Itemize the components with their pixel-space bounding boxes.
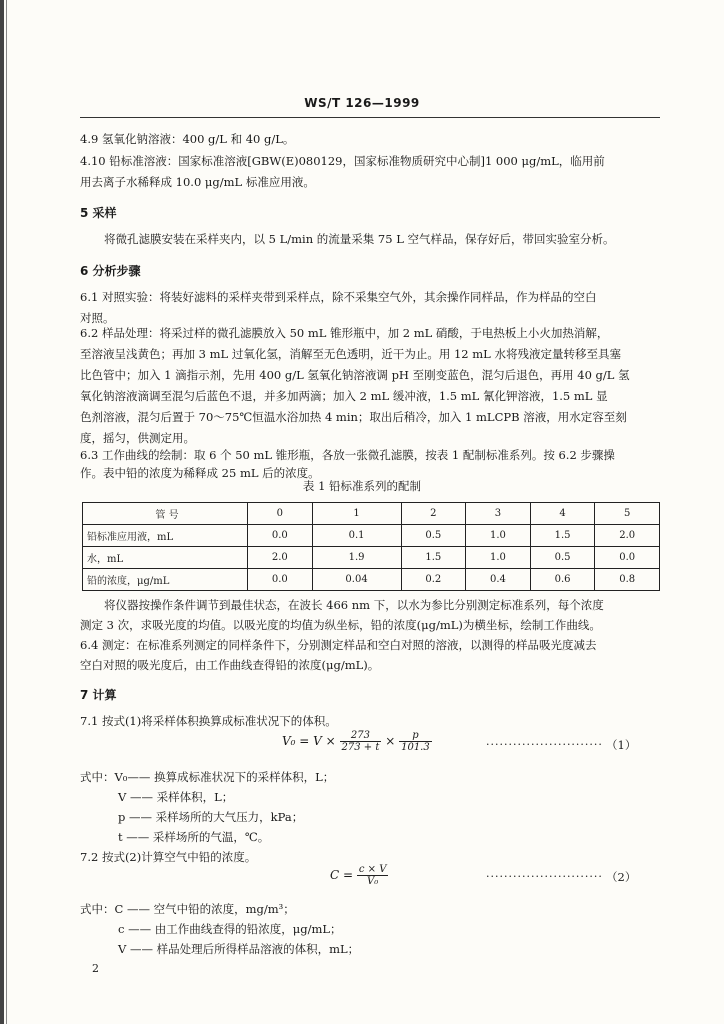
scan-edge-line bbox=[6, 0, 7, 1024]
clause-7-1: 7.1 按式(1)将采样体积换算成标准状况下的体积。 bbox=[80, 714, 337, 728]
table-col: 5 bbox=[595, 503, 660, 525]
clause-6-2-line5: 色剂溶液，混匀后置于 70～75℃恒温水浴加热 4 min；取出后稍冷，加入 1 mLCPB 溶液，用水定容至刻 bbox=[80, 410, 627, 424]
table-cell: 0.1 bbox=[312, 525, 401, 547]
clause-6-2-line1: 6.2 样品处理：将采过样的微孔滤膜放入 50 mL 锥形瓶中，加 2 mL 硝酸，于电热板上小火加热消解， bbox=[80, 326, 609, 340]
standard-number: WS/T 126—1999 bbox=[304, 96, 420, 110]
eq1-number: （1） bbox=[606, 738, 637, 752]
table-cell: 0.6 bbox=[530, 569, 595, 591]
table-row bbox=[83, 569, 660, 591]
table-col: 2 bbox=[401, 503, 466, 525]
table-cell: 0.2 bbox=[401, 569, 466, 591]
table-cell: 1.5 bbox=[401, 547, 466, 569]
clause-6-3-line1: 6.3 工作曲线的绘制：取 6 个 50 mL 锥形瓶，各放一张微孔滤膜，按表 1 配制标准系列。按 6.2 步骤操 bbox=[80, 448, 615, 462]
where1-line1: 式中：V₀—— 换算成标准状况下的采样体积，L； bbox=[80, 770, 335, 784]
table-cell: 0.8 bbox=[595, 569, 660, 591]
table-cell: 0.5 bbox=[530, 547, 595, 569]
clause-6-1-line2: 对照。 bbox=[80, 311, 115, 325]
table-cell: 0.0 bbox=[248, 525, 313, 547]
eq2-numerator: c × V bbox=[358, 864, 387, 875]
table-cell: 0.04 bbox=[312, 569, 401, 591]
table-row bbox=[83, 547, 660, 569]
table-cell: 1.0 bbox=[466, 525, 531, 547]
eq2-denominator: V₀ bbox=[367, 876, 379, 887]
measure-text-line1: 将仪器按操作条件调节到最佳状态，在波长 466 nm 下，以水为参比分别测定标准系列，每个浓度 bbox=[104, 598, 604, 612]
table-col: 1 bbox=[312, 503, 401, 525]
where2-line1: 式中：C —— 空气中铅的浓度，mg/m³； bbox=[80, 902, 295, 916]
clause-6-2-line3: 比色管中；加入 1 滴指示剂，先用 400 g/L 氢氧化钠溶液调 pH 至刚变蓝色，混匀后退色，再用 40 g/L 氢 bbox=[80, 368, 630, 382]
table-cell: 0.0 bbox=[595, 547, 660, 569]
row-label: 水，mL bbox=[83, 547, 248, 569]
where1-line4: t —— 采样场所的气温，℃。 bbox=[118, 830, 270, 844]
eq1-times: × bbox=[385, 734, 396, 748]
table-cell: 1.5 bbox=[530, 525, 595, 547]
section-5-text: 将微孔滤膜安装在采样夹内，以 5 L/min 的流量采集 75 L 空气样品，保存好后，带回实验室分析。 bbox=[104, 232, 615, 246]
header-rule bbox=[80, 117, 660, 118]
eq1-fraction-2 bbox=[399, 730, 432, 753]
table-cell: 0.4 bbox=[466, 569, 531, 591]
eq1-frac1-numerator: 273 bbox=[340, 730, 382, 742]
table-cell: 1.9 bbox=[312, 547, 401, 569]
clause-6-2-line6: 度，摇匀，供测定用。 bbox=[80, 431, 195, 445]
table-col: 0 bbox=[248, 503, 313, 525]
clause-7-2: 7.2 按式(2)计算空气中铅的浓度。 bbox=[80, 850, 257, 864]
section-5-title: 5 采样 bbox=[80, 206, 117, 220]
table-header-row bbox=[83, 503, 660, 525]
section-7-title: 7 计算 bbox=[80, 688, 117, 702]
eq2-lhs: C = bbox=[330, 868, 354, 882]
eq1-frac1-denominator: 273 + t bbox=[341, 742, 380, 753]
clause-6-1-line1: 6.1 对照实验：将装好滤料的采样夹带到采样点，除不采集空气外，其余操作同样品，作为样品的空白 bbox=[80, 290, 597, 304]
eq2-leader: ·························· bbox=[486, 870, 603, 883]
where1-line3: p —— 采样场所的大气压力，kPa； bbox=[118, 810, 304, 824]
table-cell: 2.0 bbox=[595, 525, 660, 547]
clause-6-2-line4: 氧化钠溶液滴调至混匀后蓝色不退，并多加两滴；加入 2 mL 缓冲液，1.5 mL 氰化钾溶液，1.5 mL 显 bbox=[80, 389, 608, 403]
eq2-number: （2） bbox=[606, 870, 637, 884]
table-col: 3 bbox=[466, 503, 531, 525]
where2-line3: V —— 样品处理后所得样品溶液的体积，mL； bbox=[118, 942, 360, 956]
row-label: 铅标准应用液，mL bbox=[83, 525, 248, 547]
clause-6-4-line1: 6.4 测定：在标准系列测定的同样条件下，分别测定样品和空白对照的溶液，以测得的样品吸光度减去 bbox=[80, 638, 597, 652]
table-cell: 0.0 bbox=[248, 569, 313, 591]
where2-line2: c —— 由工作曲线查得的铅浓度，μg/mL； bbox=[118, 922, 342, 936]
clause-4-10-line1: 4.10 铅标准溶液：国家标准溶液[GBW(E)080129，国家标准物质研究中心制]1 000 μg/mL，临用前 bbox=[80, 154, 605, 168]
eq2-fraction bbox=[357, 864, 389, 887]
table-cell: 0.5 bbox=[401, 525, 466, 547]
table-cell: 2.0 bbox=[248, 547, 313, 569]
clause-6-3-line2: 作。表中铅的浓度为稀释成 25 mL 后的浓度。 bbox=[80, 466, 320, 480]
clause-6-4-line2: 空白对照的吸光度后，由工作曲线查得铅的浓度(μg/mL)。 bbox=[80, 658, 380, 672]
table-caption: 表 1 铅标准系列的配制 bbox=[302, 479, 422, 493]
equation-1 bbox=[282, 730, 432, 753]
table-header-label: 管 号 bbox=[83, 503, 248, 525]
equation-2 bbox=[330, 864, 388, 887]
table-cell: 1.0 bbox=[466, 547, 531, 569]
eq1-lhs: V₀ = V × bbox=[282, 734, 336, 748]
eq1-frac2-numerator: p bbox=[399, 730, 432, 742]
scan-edge bbox=[0, 0, 4, 1024]
measure-text-line2: 测定 3 次，求吸光度的均值。以吸光度的均值为纵坐标，铅的浓度(μg/mL)为横坐标，绘制工作曲线。 bbox=[80, 618, 601, 632]
eq1-leader: ·························· bbox=[486, 738, 603, 751]
table-col: 4 bbox=[530, 503, 595, 525]
section-6-title: 6 分析步骤 bbox=[80, 264, 141, 278]
clause-4-10-line2: 用去离子水稀释成 10.0 μg/mL 标准应用液。 bbox=[80, 175, 315, 189]
clause-4-9: 4.9 氢氧化钠溶液：400 g/L 和 40 g/L。 bbox=[80, 132, 295, 146]
eq1-fraction-1 bbox=[340, 730, 382, 753]
standard-series-table bbox=[82, 502, 660, 591]
where1-line2: V —— 采样体积，L； bbox=[118, 790, 234, 804]
table-row bbox=[83, 525, 660, 547]
row-label: 铅的浓度，μg/mL bbox=[83, 569, 248, 591]
eq1-frac2-denominator: 101.3 bbox=[401, 742, 430, 753]
page-number: 2 bbox=[92, 962, 99, 975]
clause-6-2-line2: 至溶液呈浅黄色；再加 3 mL 过氧化氢，消解至无色透明，近干为止。用 12 mL 水将残液定量转移至具塞 bbox=[80, 347, 621, 361]
